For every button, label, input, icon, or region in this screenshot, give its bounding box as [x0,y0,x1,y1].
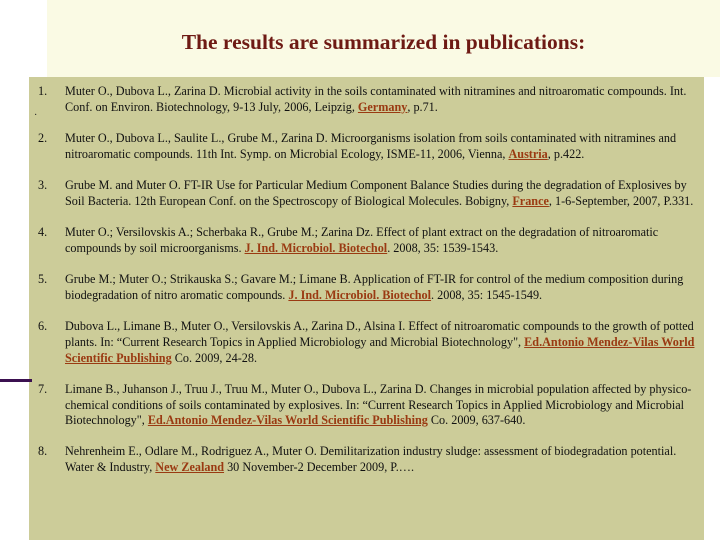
citation-tail: Co. 2009, 637-640. [427,413,526,428]
citation-tail: 30 November-2 December 2009, P.…. [224,460,415,475]
publication-list [29,84,695,491]
item-number: 8. [38,444,48,459]
citation-text: Muter O., Dubova L., Saulite L., Grube M., Zarina D. Microorganisms isolation from soils contaminated with nitramines and nitroaromatic compounds. 11th Int. Symp. on Microbial Ecology, ISME-11, 2006, Vienna, [65,130,677,161]
slide-title: The results are summarized in publications: [181,30,586,54]
publication-item [29,272,695,304]
country-link[interactable]: Austria [508,146,548,161]
item-number: 2. [38,130,48,145]
citation-tail: , p.422. [547,146,585,161]
citation-text: Dubova L., Limane B., Muter O., Versilovskis A., Zarina D., Alsina I. Effect of nitroaromatic compounds to the growth of potted plants. In: “Current Research Topics in Applied Microbiology and Microbial Biotechnology", [65,318,694,349]
publication-item [29,131,695,163]
publisher-link[interactable]: Ed.Antonio Mendez-Vilas World Scientific Publishing [147,413,428,428]
citation-text: Muter O., Dubova L., Zarina D. Microbial activity in the soils contaminated with nitramines and nitroaromatic compounds. Int. Conf. on Environ. Biotechnology, 9-13 July, 2006, Leipzig, [65,84,687,114]
country-link[interactable]: France [512,193,549,208]
publisher-link[interactable]: Ed.Antonio Mendez-Vilas World Scientific Publishing [65,334,695,365]
item-number: 6. [38,318,48,333]
publication-item [29,444,695,476]
item-number: 1. [38,84,48,98]
bullet-dot: · [34,110,38,121]
accent-line [0,379,32,382]
journal-link[interactable]: J. Ind. Microbiol. Biotechol [244,240,388,255]
citation-tail: . 2008, 35: 1545-1549. [431,287,543,302]
publication-item [29,178,695,210]
item-number: 3. [38,177,48,192]
item-number: 4. [38,224,48,239]
item-number: 7. [38,381,48,396]
citation-text: Muter O.; Versilovskis A.; Scherbaka R., Grube M.; Zarina Dz. Effect of plant extract on the degradation of nitroaromatic compounds by soil microorganisms. [65,224,659,255]
country-link[interactable]: Germany [357,99,408,114]
country-link[interactable]: New Zealand [155,460,225,475]
citation-text: Grube M. and Muter O. FT-IR Use for Particular Medium Component Balance Studies during the degradation of Explosives by Soil Bacteria. 12th European Conf. on the Spectroscopy of Biological Molecules. Bobigny, [65,177,687,208]
citation-tail: . 2008, 35: 1539-1543. [387,240,499,255]
citation-text: Limane B., Juhanson J., Truu J., Truu M., Muter O., Dubova L., Zarina D. Changes in microbial population affected by physico-chemical conditions of soils contaminated by explosives. In: “Current Research Topics in Applied Microbiology and Microbial Biotechnology", [65,381,692,428]
item-number: 5. [38,271,48,286]
citation-tail: , 1-6-September, 2007, P.331. [548,193,694,208]
citation-text: Nehrenheim E., Odlare M., Rodriguez A., Muter O. Demilitarization industry sludge: assessment of biodegradation potential. Water & Industry, [65,444,677,475]
publication-item [29,382,695,429]
publication-item [29,225,695,257]
citation-tail: , p.71. [407,99,438,114]
citation-tail: Co. 2009, 24-28. [171,350,257,365]
publication-item [29,319,695,366]
journal-link[interactable]: J. Ind. Microbiol. Biotechol [288,287,432,302]
citation-text: Grube M.; Muter O.; Strikauska S.; Gavare M.; Limane B. Application of FT-IR for control of the medium composition during biodegradation of nitro aromatic compounds. [65,271,684,302]
publication-item [29,84,695,116]
